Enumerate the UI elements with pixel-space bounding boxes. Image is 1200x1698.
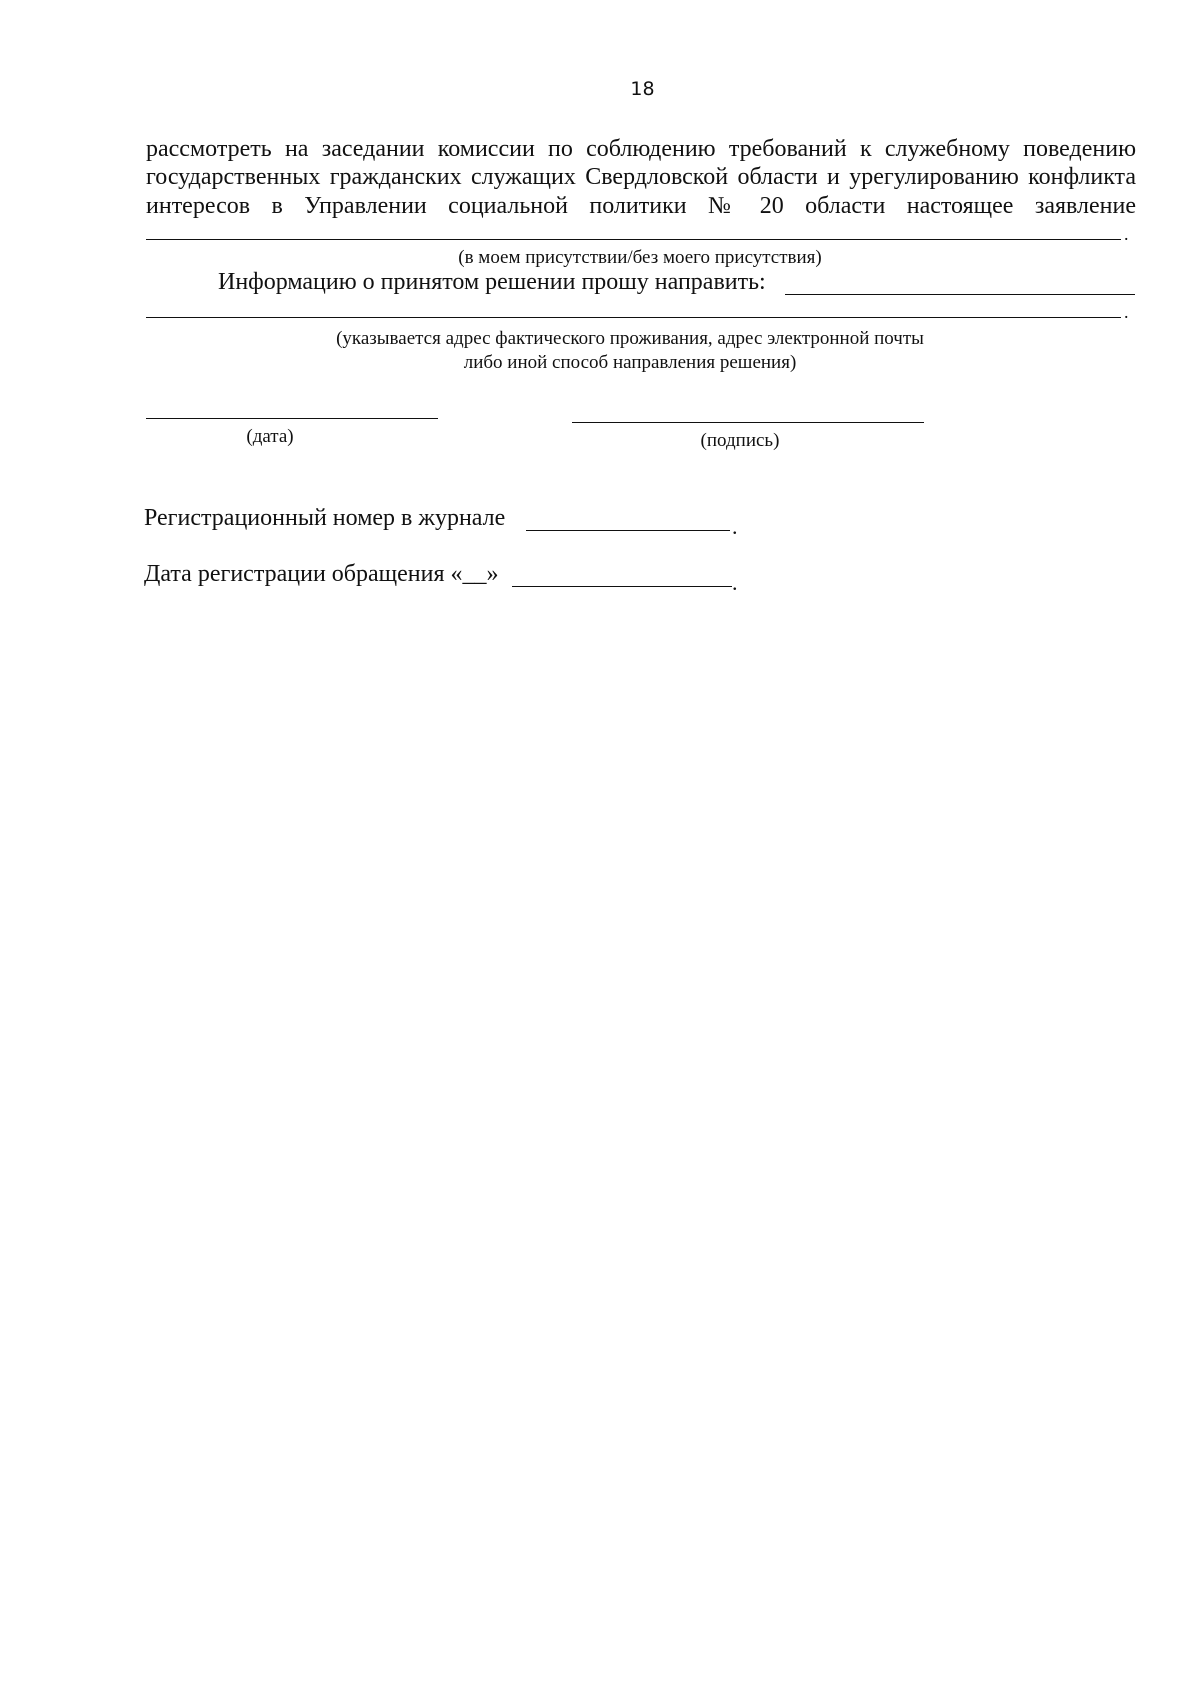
- registration-number-period: .: [732, 514, 738, 539]
- intro-line-2: государственных гражданских служащих Свердловской области и урегулированию конфликта: [146, 164, 1136, 190]
- address-caption-line-1: (указывается адрес фактического проживания, адрес электронной почты: [336, 328, 924, 349]
- registration-date-blank-line: [512, 586, 732, 587]
- address-blank-period: .: [1124, 302, 1129, 322]
- presence-blank-line: [146, 239, 1121, 240]
- date-blank-line: [146, 418, 438, 419]
- intro-line-3: интересов в Управлении социальной политики № 20 области настоящее заявление: [146, 193, 1136, 219]
- intro-line-1: рассмотреть на заседании комиссии по соблюдению требований к служебному поведению: [146, 136, 1136, 162]
- registration-date-label: Дата регистрации обращения «__»: [144, 561, 499, 587]
- registration-date-period: .: [732, 570, 738, 595]
- presence-blank-period: .: [1124, 224, 1129, 244]
- registration-number-blank-line: [526, 530, 730, 531]
- presence-caption: (в моем присутствии/без моего присутствия): [458, 247, 822, 268]
- registration-number-label: Регистрационный номер в журнале: [144, 505, 506, 531]
- date-caption: (дата): [246, 426, 294, 447]
- info-request-label: Информацию о принятом решении прошу направить:: [218, 269, 766, 295]
- address-blank-line: [146, 317, 1121, 318]
- signature-blank-line: [572, 422, 924, 423]
- info-request-blank-line: [785, 294, 1135, 295]
- signature-caption: (подпись): [700, 430, 780, 451]
- page-number: 18: [630, 78, 655, 100]
- address-caption-line-2: либо иной способ направления решения): [463, 352, 797, 373]
